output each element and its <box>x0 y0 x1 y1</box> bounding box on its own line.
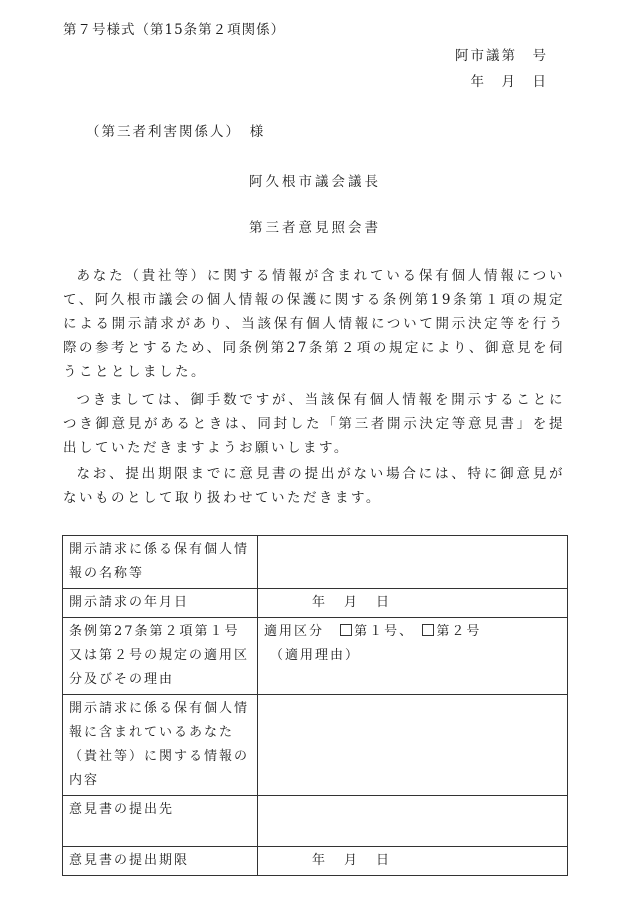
checkbox-item-1-label: 第１号、 <box>354 624 415 639</box>
form-label: 第７号様式（第15条第２項関係） <box>63 22 286 38</box>
submission-destination-label: 意見書の提出先 <box>63 796 258 847</box>
document-title: 第三者意見照会書 <box>249 220 381 236</box>
recipient-line: （第三者利害関係人） 様 <box>86 124 266 140</box>
document-number: 阿市議第 号 <box>455 48 548 64</box>
table-row <box>63 695 568 796</box>
submission-destination-value[interactable] <box>258 796 568 847</box>
request-date-label: 開示請求の年月日 <box>63 589 258 618</box>
request-date-value[interactable]: 年 月 日 <box>258 589 568 618</box>
checkbox-item-1[interactable] <box>340 624 352 636</box>
rule-reason-label: （適用理由） <box>270 648 361 663</box>
info-name-label: 開示請求に係る保有個人情報の名称等 <box>63 536 258 589</box>
document-date: 年 月 日 <box>470 74 548 90</box>
info-name-value[interactable] <box>258 536 568 589</box>
info-table <box>62 535 568 876</box>
table-row <box>63 618 568 695</box>
table-row <box>63 536 568 589</box>
checkbox-item-2[interactable] <box>422 624 434 636</box>
rule-category-value <box>258 618 568 695</box>
checkbox-item-2-label: 第２号 <box>436 624 482 639</box>
table-row <box>63 796 568 847</box>
submission-deadline-label: 意見書の提出期限 <box>63 847 258 876</box>
body-paragraph-2: つきましては、御手数ですが、当該保有個人情報を開示することにつき御意見があるときは、同封した「第三者開示決定等意見書」を提出していただきますようお願いします。 <box>63 392 565 456</box>
sender-line: 阿久根市議会議長 <box>249 174 381 190</box>
body-paragraph-1: あなた（貴社等）に関する情報が含まれている保有個人情報について、阿久根市議会の個人情報の保護に関する条例第19条第１項の規定による開示請求があり、当該保有個人情報について開示決定等を行う際の参考とするため、同条例第27条第２項の規定により、御意見を伺うこととしました。 <box>63 268 565 380</box>
table-row <box>63 847 568 876</box>
submission-deadline-value[interactable]: 年 月 日 <box>258 847 568 876</box>
body-paragraph-3: なお、提出期限までに意見書の提出がない場合には、特に御意見がないものとして取り扱わせていただきます。 <box>63 466 565 506</box>
rule-category-label: 条例第27条第２項第１号又は第２号の規定の適用区分及びその理由 <box>63 618 258 695</box>
info-content-value[interactable] <box>258 695 568 796</box>
table-row <box>63 589 568 618</box>
info-content-label: 開示請求に係る保有個人情報に含まれているあなた（貴社等）に関する情報の内容 <box>63 695 258 796</box>
rule-category-prefix: 適用区分 <box>264 624 325 639</box>
